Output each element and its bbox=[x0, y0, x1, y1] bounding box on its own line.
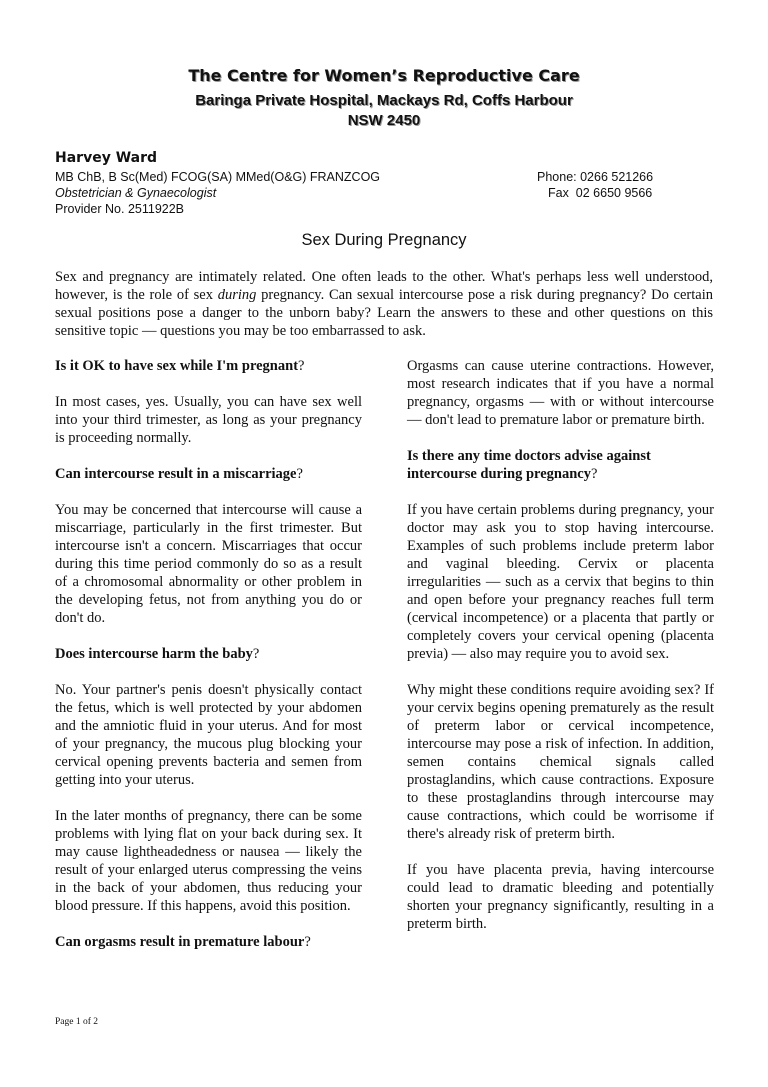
doctor-specialty: Obstetrician & Gynaecologist bbox=[55, 186, 217, 200]
answer-why-avoid: Why might these conditions require avoiding sex? If your cervix begins opening prematurely as the result of preterm labor or cervical incompetence, intercourse may pose a risk of infection. In addition, semen contains chemical signals called prostaglandins, which cause contractions. Exposure to these prostaglandins through intercourse may cause contractions, which could be worrisome if there's already risk of preterm birth. bbox=[407, 682, 714, 842]
right-column bbox=[407, 357, 714, 951]
fax-number: Fax 02 6650 9566 bbox=[548, 186, 653, 200]
phone-number: Phone: 0266 521266 bbox=[537, 170, 654, 184]
question-harm-baby bbox=[55, 645, 362, 663]
clinic-address-line-1: Baringa Private Hospital, Mackays Rd, Coffs Harbour bbox=[195, 92, 573, 109]
question-text: Can intercourse result in a miscarriage bbox=[55, 466, 297, 482]
intro-text-1: Sex and pregnancy are intimately related. One often leads to the other. What's perhaps less well understood, however, is the role of sex bbox=[55, 269, 713, 303]
answer-placenta-previa: If you have placenta previa, having intercourse could lead to dramatic bleeding and potentially shorten your pregnancy significantly, resulting in a preterm birth. bbox=[407, 862, 714, 932]
question-text: Can orgasms result in premature labour bbox=[55, 934, 305, 950]
document-title: Sex During Pregnancy bbox=[301, 231, 467, 249]
clinic-address-line-2: NSW 2450 bbox=[347, 112, 421, 129]
intro-paragraph bbox=[55, 268, 713, 340]
provider-number: Provider No. 2511922B bbox=[55, 202, 185, 216]
question-orgasms bbox=[55, 933, 362, 951]
intro-emphasis: during bbox=[217, 287, 257, 303]
question-text: Is there any time doctors advise against intercourse during pregnancy bbox=[407, 448, 651, 482]
doctor-name: Harvey Ward bbox=[55, 150, 158, 166]
question-ok-sex bbox=[55, 357, 362, 375]
question-mark: ? bbox=[590, 466, 598, 482]
question-mark: ? bbox=[296, 466, 303, 482]
question-text: Is it OK to have sex while I'm pregnant bbox=[55, 358, 299, 374]
answer-advise-against: If you have certain problems during pregnancy, your doctor may ask you to stop having intercourse. Examples of such problems include preterm labor and vaginal bleeding. Cervix or placenta irregularities — such as a cervix that begins to thin and open before your pregnancy reaches full term (cervical incompetence) or a placenta that partly or completely covers your cervical opening (placenta previa) — also may require you to avoid sex. bbox=[407, 502, 714, 662]
left-column bbox=[55, 357, 362, 969]
question-miscarriage bbox=[55, 465, 362, 483]
answer-ok-sex: In most cases, yes. Usually, you can have sex well into your third trimester, as long as your pregnancy is proceeding normally. bbox=[55, 394, 362, 446]
question-mark: ? bbox=[298, 358, 305, 374]
doctor-qualifications: MB ChB, B Sc(Med) FCOG(SA) MMed(O&G) FRANZCOG bbox=[55, 170, 381, 184]
answer-later-months: In the later months of pregnancy, there can be some problems with lying flat on your back during sex. It may cause lightheadedness or nausea — likely the result of your enlarged uterus compressing the veins in the back of your abdomen, thus reducing your blood pressure. If this happens, avoid this position. bbox=[55, 808, 362, 914]
question-advise-against bbox=[407, 447, 714, 483]
answer-miscarriage: You may be concerned that intercourse will cause a miscarriage, particularly in the first trimester. But intercourse isn't a concern. Miscarriages that occur during this time period commonly do so as a result of a chromosomal abnormality or other problem in the developing fetus, not from anything you do or don't do. bbox=[55, 502, 362, 626]
question-mark: ? bbox=[304, 934, 311, 950]
answer-harm-baby: No. Your partner's penis doesn't physically contact the fetus, which is well protected by your abdomen and the amniotic fluid in your uterus. And for most of your pregnancy, the mucous plug blocking your cervical opening prevents bacteria and semen from getting into your uterus. bbox=[55, 682, 362, 788]
question-mark: ? bbox=[252, 646, 260, 662]
clinic-name: The Centre for Women’s Reproductive Care bbox=[188, 66, 580, 85]
intro-text-2: pregnancy. Can sexual intercourse pose a risk during pregnancy? Do certain sexual positions pose a danger to the unborn baby? Learn the answers to these and other questions on this sensitive topic — questions you may be too embarrassed to ask. bbox=[55, 287, 713, 339]
page-number: Page 1 of 2 bbox=[55, 1017, 99, 1027]
answer-orgasms: Orgasms can cause uterine contractions. However, most research indicates that if you have a normal pregnancy, orgasms — with or without intercourse — don't lead to premature labor or premature birth. bbox=[407, 358, 714, 428]
question-text: Does intercourse harm the baby bbox=[55, 646, 253, 662]
